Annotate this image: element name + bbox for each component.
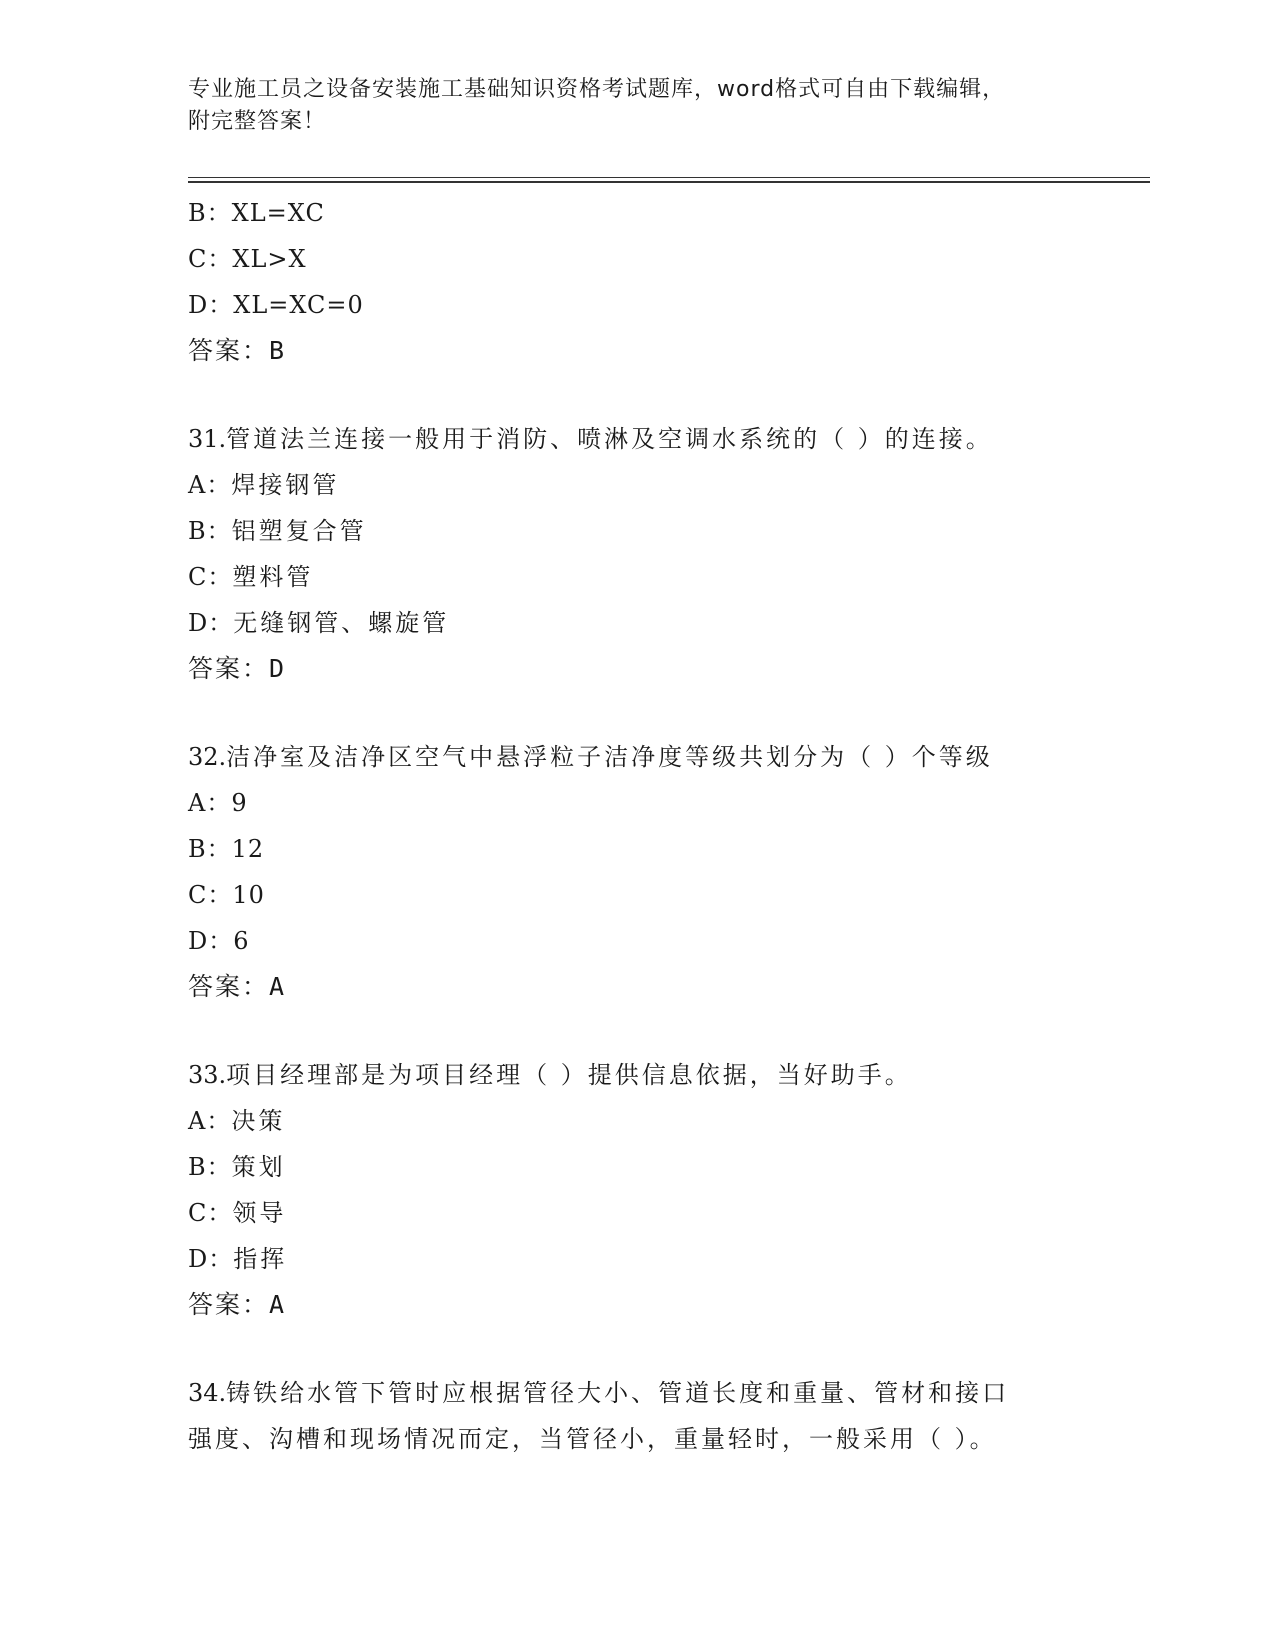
option-c [188,554,1088,600]
option-d [188,600,1088,646]
option-key: A： [188,1107,232,1135]
answer-label: 答案： [188,1290,270,1319]
question-number: 31. [188,425,227,453]
header-divider-thick [188,181,1150,183]
question-34 [188,1370,1088,1462]
option-text: 领导 [232,1199,287,1227]
question-stem [188,416,1088,462]
question-gap [188,1010,1088,1052]
option-text: 12 [231,835,265,863]
option-key: B： [188,199,232,227]
question-31 [188,416,1088,692]
question-stem [188,1370,1088,1416]
option-key: B： [188,1153,232,1181]
answer-value: B [269,336,285,365]
option-text: 9 [231,789,248,817]
header-line-1: 专业施工员之设备安装施工基础知识资格考试题库，word格式可自由下载编辑， [188,77,1006,102]
question-gap [188,1328,1088,1370]
option-text: XL>X [232,245,307,273]
option-c [188,1190,1088,1236]
header-line-2: 附完整答案！ [188,109,327,134]
answer-label: 答案： [188,654,270,683]
question-stem [188,1052,1088,1098]
option-key: D： [188,291,234,319]
option-text: XL=XC [231,199,325,227]
option-text: 10 [232,881,265,909]
option-key: D： [188,1245,234,1273]
document-header [188,74,1088,138]
option-key: D： [188,609,234,637]
option-a [188,1098,1088,1144]
option-a [188,780,1088,826]
question-gap [188,692,1088,734]
option-d [188,918,1088,964]
option-b [188,826,1088,872]
answer-line [188,646,1088,692]
question-text: 铸铁给水管下管时应根据管径大小、管道长度和重量、管材和接口 [226,1379,1010,1407]
question-30-tail [188,190,1088,374]
question-number: 32. [188,743,227,771]
question-text: 管道法兰连接一般用于消防、喷淋及空调水系统的（ ）的连接。 [226,425,993,453]
option-b [188,190,1088,236]
question-number: 34. [188,1379,227,1407]
option-key: D： [188,927,234,955]
question-stem [188,734,1088,780]
option-d [188,282,1088,328]
question-text: 洁净室及洁净区空气中悬浮粒子洁净度等级共划分为（ ）个等级 [226,743,993,771]
option-key: C： [188,1199,233,1227]
answer-label: 答案： [188,972,270,1001]
option-key: B： [188,835,232,863]
header-divider-thin [188,177,1150,178]
question-gap [188,374,1088,416]
option-key: A： [188,471,232,499]
option-text: 塑料管 [232,563,314,591]
answer-line [188,964,1088,1010]
option-text: 指挥 [233,1245,288,1273]
question-text: 强度、沟槽和现场情况而定，当管径小，重量轻时，一般采用（ ）。 [188,1425,997,1453]
option-c [188,236,1088,282]
option-text: 6 [233,927,250,955]
question-32 [188,734,1088,1010]
option-text: XL=XC=0 [233,291,364,319]
option-b [188,508,1088,554]
question-number: 33. [188,1061,227,1089]
answer-line [188,328,1088,374]
answer-line [188,1282,1088,1328]
question-stem-continued [188,1416,1088,1462]
option-text: 决策 [231,1107,286,1135]
option-key: B： [188,517,232,545]
answer-value: D [269,654,285,683]
question-33 [188,1052,1088,1328]
question-text: 项目经理部是为项目经理（ ）提供信息依据，当好助手。 [226,1061,912,1089]
option-a [188,462,1088,508]
answer-value: A [269,972,285,1001]
option-c [188,872,1088,918]
option-text: 铝塑复合管 [231,517,367,545]
option-text: 无缝钢管、螺旋管 [233,609,450,637]
option-key: C： [188,881,233,909]
option-text: 策划 [231,1153,286,1181]
option-key: C： [188,563,233,591]
question-list [188,190,1088,1462]
option-b [188,1144,1088,1190]
option-key: C： [188,245,233,273]
option-key: A： [188,789,232,817]
option-d [188,1236,1088,1282]
answer-label: 答案： [188,336,270,365]
answer-value: A [269,1290,285,1319]
option-text: 焊接钢管 [231,471,340,499]
